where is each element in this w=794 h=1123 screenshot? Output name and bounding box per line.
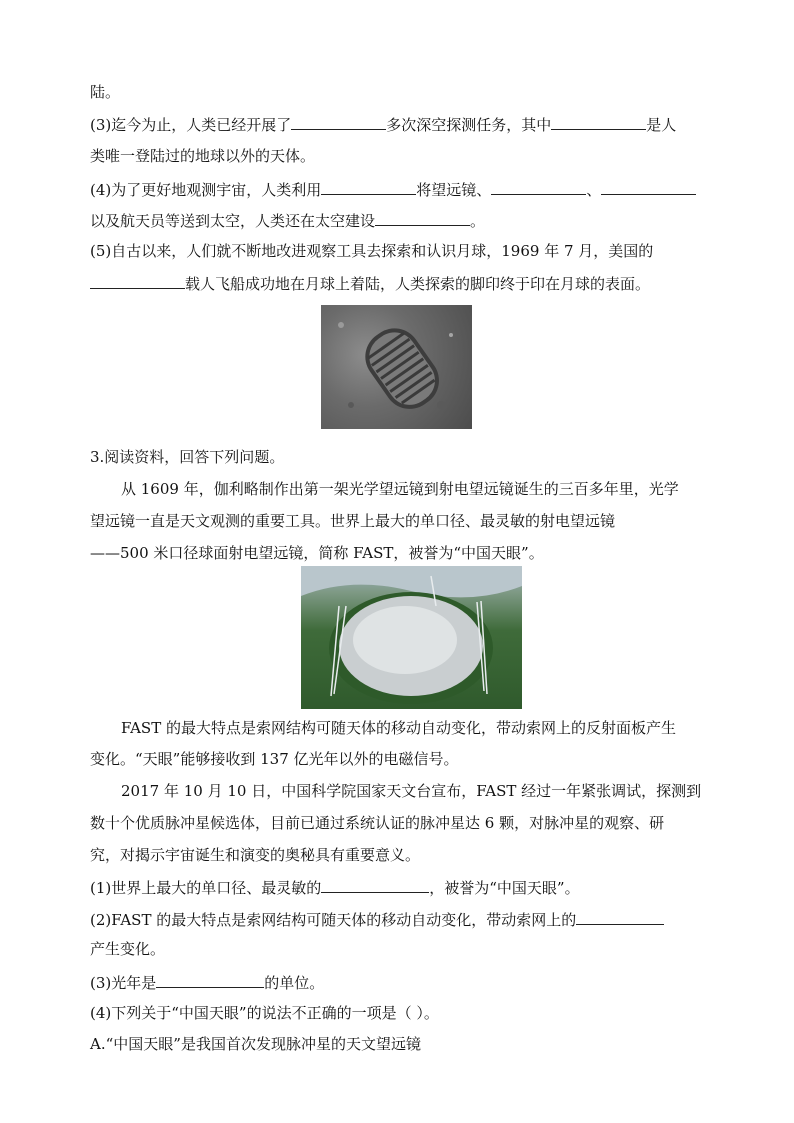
answer-blank[interactable]: [576, 909, 664, 925]
paragraph-line: 究，对揭示宇宙诞生和演变的奥秘具有重要意义。: [90, 846, 421, 864]
answer-blank[interactable]: [90, 273, 185, 289]
paragraph-line: 数十个优质脉冲星候选体，目前已通过系统认证的脉冲星达 6 颗，对脉冲星的观察、研: [90, 814, 665, 832]
answer-blank[interactable]: [601, 179, 696, 195]
text-line: 载人飞船成功地在月球上着陆，人类探索的脚印终于印在月球的表面。: [90, 273, 650, 294]
text-line: 产生变化。: [90, 940, 166, 958]
subquestion-2: (2)FAST 的最大特点是索网结构可随天体的移动自动变化，带动索网上的: [90, 909, 664, 930]
answer-blank[interactable]: [491, 179, 586, 195]
question-4-line: (4)为了更好地观测宇宙，人类利用 将望远镜、 、: [90, 179, 696, 200]
subquestion-4: (4)下列关于“中国天眼”的说法不正确的一项是（ ）。: [90, 1004, 439, 1022]
question-5-line: (5)自古以来，人们就不断地改进观察工具去探索和认识月球，1969 年 7 月，美国的: [90, 242, 654, 260]
answer-blank[interactable]: [375, 210, 470, 226]
answer-blank[interactable]: [156, 972, 264, 988]
subquestion-3: (3)光年是 的单位。: [90, 974, 325, 992]
text-line: 陆。: [90, 83, 121, 101]
subquestion-1: (1)世界上最大的单口径、最灵敏的 ，被誉为“中国天眼”。: [90, 879, 580, 897]
answer-blank[interactable]: [321, 179, 416, 195]
paragraph-line: 2017 年 10 月 10 日，中国科学院国家天文台宣布，FAST 经过一年紧张调试，探测到: [121, 782, 702, 800]
paragraph-line: 变化。“天眼”能够接收到 137 亿光年以外的电磁信号。: [90, 750, 459, 768]
question-3-heading: 3.阅读资料，回答下列问题。: [90, 448, 285, 466]
answer-blank[interactable]: [291, 114, 386, 130]
answer-blank[interactable]: [551, 114, 646, 130]
paragraph-line: 望远镜一直是天文观测的重要工具。世界上最大的单口径、最灵敏的射电望远镜: [90, 512, 616, 530]
option-a[interactable]: A.“中国天眼”是我国首次发现脉冲星的天文望远镜: [90, 1035, 421, 1053]
moon-footprint-image: [321, 305, 472, 429]
paragraph-line: 从 1609 年，伽利略制作出第一架光学望远镜到射电望远镜诞生的三百多年里，光学: [121, 480, 679, 498]
text-line: 类唯一登陆过的地球以外的天体。: [90, 147, 316, 165]
text-line: 以及航天员等送到太空，人类还在太空建设 。: [90, 212, 486, 230]
question-3-line: (3)迄今为止，人类已经开展了 多次深空探测任务，其中 是人: [90, 116, 677, 134]
answer-blank[interactable]: [321, 877, 429, 893]
paragraph-line: FAST 的最大特点是索网结构可随天体的移动自动变化，带动索网上的反射面板产生: [121, 719, 676, 737]
paragraph-line: ——500 米口径球面射电望远镜，简称 FAST，被誉为“中国天眼”。: [90, 544, 544, 562]
fast-telescope-image: [301, 566, 522, 709]
